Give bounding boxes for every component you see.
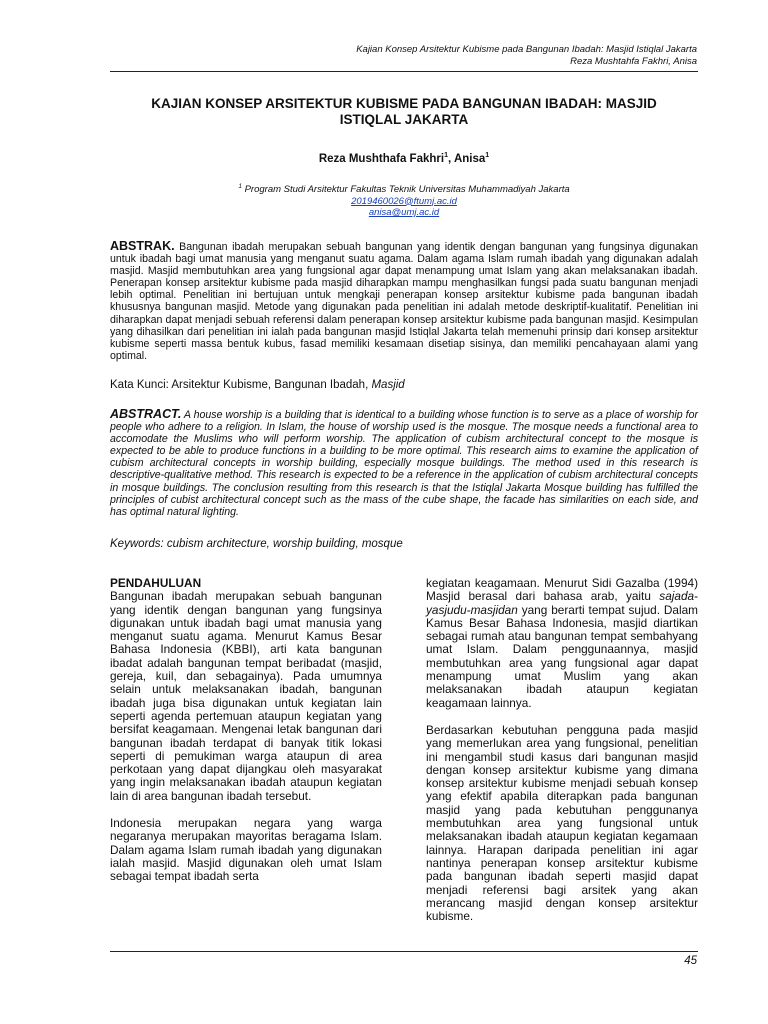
keywords-last-term: Masjid	[371, 379, 405, 391]
body-paragraph: Berdasarkan kebutuhan pengguna pada masjid yang memerlukan area yang fungsional, penelitian ini mengambil studi kasus dari bangunan masjid dengan konsep arsitektur kubisme yang dimana konsep arsitektur kubisme menjadi sebuah konsep yang efektif apabila diterapkan pada bangunan masjid yang pada kebutuhan penggunanya membutuhkan area yang fungsional untuk melaksanakan ibadah ataupun kegiatan kegamaan lainnya. Harapan daripada penelitian ini agar nantinya penerapan konsep arsitektur kubisme pada bangunan ibadah seperti masjid dapat menjadi referensi bagi arsitek yang akan merancang masjid dengan konsep arsitektur kubisme.	[426, 722, 698, 924]
paper-title-line2: ISTIQLAL JAKARTA	[339, 112, 469, 127]
page-number: 45	[684, 955, 697, 967]
running-head	[356, 44, 697, 68]
abstract-text: A house worship is a building that is identical to a building whose function is to serve as a place of worship for people who adhere to a religion. In Islam, the house of worship used is the mosque. The mosque needs a functional area to accomodate the Muslims who will perform worship. The application of cubism architectural concept to the mosque is expected to be able to produce functions in a building to be more optimal. This research aims to examine the application of cubism architectural concepts in worship building, especially mosque buildings. The method used in this research is descriptive-qualitative method. This research is expected to be a reference in the application of cubism architectural concepts in mosque buildings. The conclusion resulting from this research is that the Istiqlal Jakarta Mosque building has fulfilled the principles of cubist architectural concept such as the mass of the cube shape, the facade has similarities on each side, and has optimal natural lighting.	[110, 409, 698, 518]
body-column-right	[426, 577, 698, 923]
author-affil-marker: 1	[444, 152, 448, 159]
author-list	[110, 152, 698, 165]
footer-rule	[110, 951, 698, 952]
body-text: yang berarti tempat sujud. Dalam Kamus Besar Bahasa Indonesia, masjid diartikan sebagai rumah atau bangunan tempat sembahyang umat Islam. Dalam penggunaannya, masjid membutuhkan area yang fungsional agar dapat menampung umat Muslim yang akan melaksanakan ibadah ataupun kegiatan keagamaan lainnya.	[426, 602, 698, 710]
body-column-left	[110, 577, 382, 884]
body-paragraph: Bangunan ibadah merupakan sebuah bangunan yang identik dengan bangunan yang fungsinya digunakan untuk ibadah bagi umat manusia yang menganut suatu agama. Menurut Kamus Besar Bahasa Indonesia (KBBI), arti kata bangunan ibadat adalah bangunan tempat beribadat (masjid, gereja, kuil, dan sebagainya). Pada umumnya selain untuk melaksanakan ibadah, bangunan ibadah juga bisa digunakan untuk kegiatan lain seperti agenda pertemuan ataupun kegiatan yang bersifat keagamaan. Mengenai letak bangunan dari bangunan ibadah terdapat di banyak titik lokasi seperti di pemukiman warga ataupun di area perkotaan yang dapat dijangkau oleh masyarakat yang ingin melaksanakan ibadah ataupun kegiatan lain di area bangunan ibadah tersebut.	[110, 589, 382, 803]
institution-name: Program Studi Arsitektur Fakultas Teknik Universitas Muhammadiyah Jakarta	[241, 184, 570, 196]
keywords-english: Keywords: cubism architecture, worship building, mosque	[110, 538, 403, 550]
email-link[interactable]: 2019460026@ftumj.ac.id	[351, 195, 457, 207]
affiliation-institution	[110, 181, 698, 196]
abstract-indonesian	[110, 240, 698, 362]
body-text: kegiatan keagamaan. Menurut Sidi Gazalba (1994) Masjid berasal dari bahasa arab, yaitu	[426, 576, 698, 604]
keywords-indonesian	[110, 379, 698, 391]
section-heading: PENDAHULUAN	[110, 576, 202, 590]
abstract-heading: ABSTRAK.	[110, 239, 175, 253]
running-head-title: Kajian Konsep Arsitektur Kubisme pada Bangunan Ibadah: Masjid Istiqlal Jakarta	[356, 44, 697, 55]
paper-title-line1: KAJIAN KONSEP ARSITEKTUR KUBISME PADA BANGUNAN IBADAH: MASJID	[151, 96, 657, 111]
affiliation-marker: 1	[238, 183, 242, 190]
running-head-authors: Reza Mushtahfa Fakhri, Anisa	[570, 56, 697, 67]
abstract-heading: ABSTRACT.	[110, 407, 182, 421]
author-name: Reza Mushthafa Fakhri	[318, 152, 445, 165]
body-paragraph	[426, 577, 698, 710]
author-affil-marker: 1	[485, 152, 490, 159]
email-link[interactable]: anisa@umj.ac.id	[368, 207, 440, 219]
keywords-text: Kata Kunci: Arsitektur Kubisme, Bangunan Ibadah,	[110, 379, 372, 391]
paper-title	[110, 96, 698, 128]
affiliation	[110, 181, 698, 219]
abstract-text: Bangunan ibadah merupakan sebuah bangunan yang identik dengan bangunan yang fungsinya digunakan untuk ibadah bagi umat manusia yang menganut suatu agama. Dalam agama Islam rumah ibadah yang digunakan adalah masjid. Masjid membutuhkan area yang fungsional agar dapat menampung umat Islam yang akan melaksanakan ibadah. Penerapan konsep arsitektur kubisme pada masjid diharapkan mampu menghasilkan fungsi pada suatu bangunan menjadi lebih optimal. Penelitian ini bertujuan untuk mengkaji penerapan konsep arsitektur kubisme pada bangunan ibadah khususnya bangunan masjid. Metode yang digunakan pada penelitian ini adalah metode deskriptif-kualitatif. Penelitian ini diharapkan dapat menjadi sebuah referensi dalam penerapan konsep arsitektur kubisme pada bangunan masjid. Kesimpulan yang dihasilkan dari penelitian ini ialah pada bangunan masjid Istiqlal Jakarta telah memenuhi prinsip dari konsep arsitektur kubisme seperti massa bentuk kubus, fasad memiliki kesamaan disetiap sisinya, dan memiliki pencahayaan alami yang optimal.	[110, 241, 698, 362]
header-rule	[110, 71, 698, 72]
body-paragraph: Indonesia merupakan negara yang warga negaranya merupakan mayoritas beragama Islam. Dalam agama Islam rumah ibadah yang digunakan ialah masjid. Masjid digunakan oleh umat Islam sebagai tempat ibadah serta	[110, 816, 382, 884]
body-text-italic: sajada-yasjudu-masjidan	[426, 589, 698, 617]
author-separator: ,	[447, 152, 454, 165]
author-name: Anisa	[453, 152, 486, 165]
abstract-english	[110, 408, 698, 518]
